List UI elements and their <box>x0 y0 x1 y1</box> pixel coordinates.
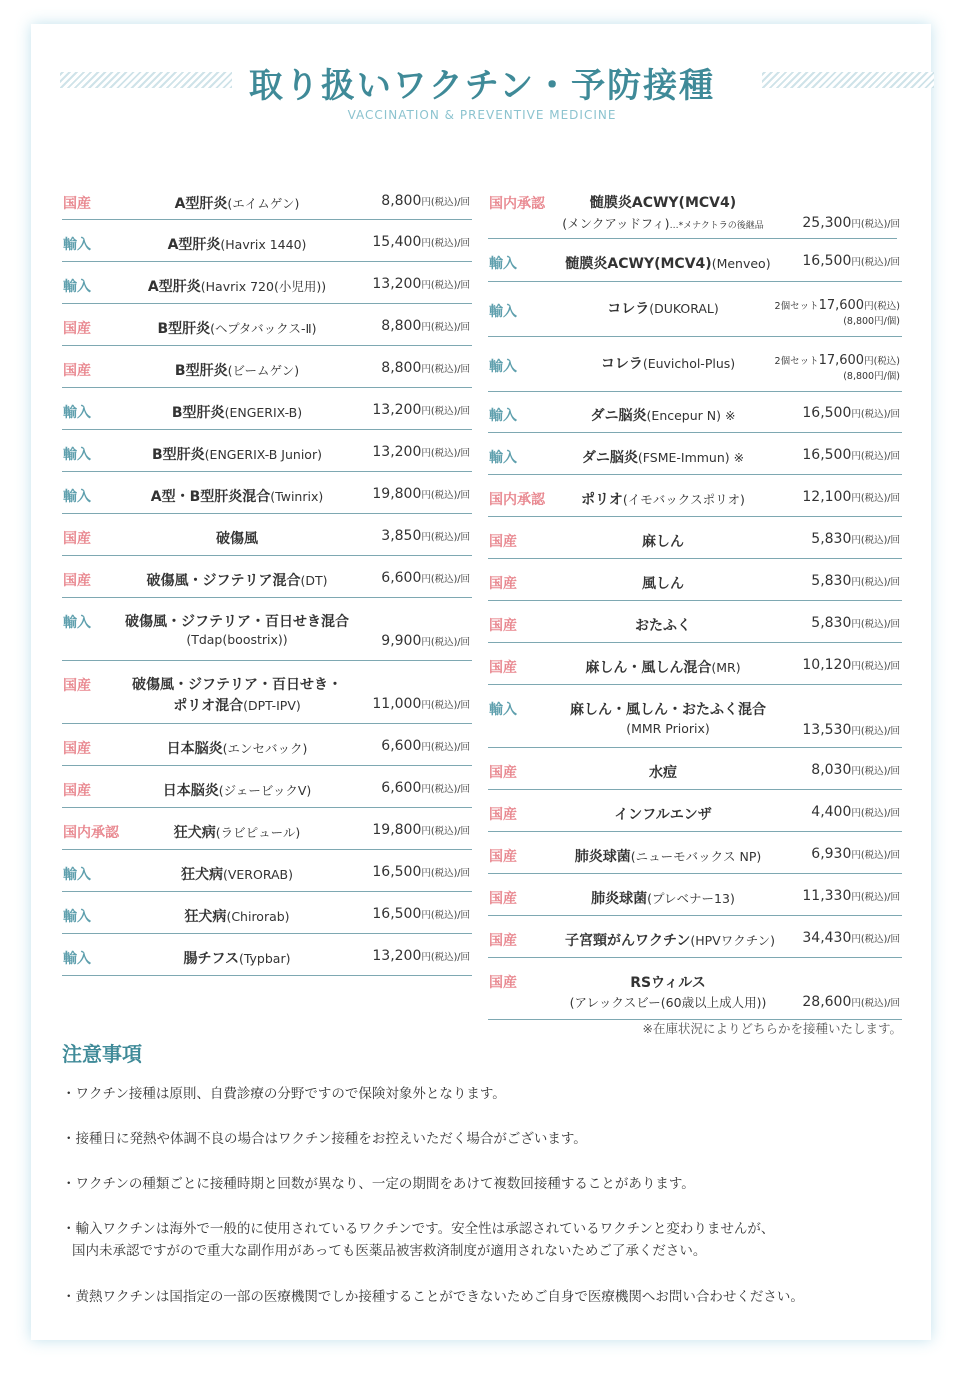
table-row <box>488 392 902 433</box>
vaccine-note: (MMR Priorix) <box>626 721 710 736</box>
price-unit: 円(税込)/回 <box>851 219 900 230</box>
price: 16,500 <box>802 405 852 421</box>
category-label: 国産 <box>489 975 517 991</box>
category-label: 国産 <box>489 807 517 823</box>
price-unit: 円(税込)/回 <box>421 532 470 543</box>
price: 10,120 <box>802 657 852 673</box>
price-unit: 円(税込)/回 <box>851 577 900 588</box>
price: 16,500 <box>372 906 422 922</box>
category-label: 国産 <box>63 783 91 799</box>
price-per-dose: (8,800円/個) <box>843 371 900 382</box>
category-label: 輸入 <box>63 909 91 925</box>
price-unit: 円(税込)/回 <box>421 406 470 417</box>
price-unit: 円(税込)/回 <box>421 910 470 921</box>
vaccine-note: (HPVワクチン) <box>690 933 775 948</box>
category-label: 国産 <box>489 618 517 634</box>
vaccine-name: B型肝炎 <box>174 363 228 379</box>
category-label: 国産 <box>489 534 517 550</box>
table-row <box>62 472 472 514</box>
vaccine-note: (ビームゲン) <box>227 363 300 378</box>
vaccine-note: (Euvichol-Plus) <box>642 356 736 371</box>
price: 8,800 <box>381 318 422 334</box>
vaccine-name: コレラ <box>607 301 650 317</box>
note-item: ・輸入ワクチンは海外で一般的に使用されているワクチンです。安全性は承認されているワクチンと変わりませんが、 <box>62 1221 775 1237</box>
vaccine-note: (エイムゲン) <box>227 196 300 211</box>
vaccine-note: (ラビピュール) <box>215 825 301 840</box>
table-row <box>62 598 472 661</box>
price-unit: 円(税込) <box>864 301 900 312</box>
vaccine-name: 日本脳炎 <box>162 783 219 799</box>
category-label: 国産 <box>489 765 517 781</box>
price-unit: 円(税込)/回 <box>421 637 470 648</box>
vaccine-note: (FSME-Immun) ※ <box>637 450 745 465</box>
vaccine-name: A型・B型肝炎混合 <box>150 489 271 505</box>
table-row <box>488 559 902 601</box>
price: 19,800 <box>372 822 422 838</box>
vaccine-note: (エンセバック) <box>222 741 308 756</box>
stock-footnote: ※在庫状況によりどちらかを接種いたします。 <box>642 1021 902 1036</box>
price: 13,530 <box>802 722 852 738</box>
price: 11,000 <box>372 696 422 712</box>
table-row <box>62 850 472 892</box>
price: 12,100 <box>802 489 852 505</box>
table-row <box>488 643 902 685</box>
price: 15,400 <box>372 234 422 250</box>
table-row <box>488 282 902 337</box>
category-label: 国内承認 <box>489 492 545 508</box>
vaccine-note: (ヘプタバックス-Ⅱ) <box>210 321 317 336</box>
price-unit: 円(税込)/回 <box>421 700 470 711</box>
vaccine-note: (アレックスビー(60歳以上成人用)) <box>569 995 767 1010</box>
price-unit: 円(税込)/回 <box>421 784 470 795</box>
price: 16,500 <box>802 253 852 269</box>
table-row <box>62 724 472 766</box>
price: 4,400 <box>811 804 852 820</box>
price: 17,600 <box>818 353 865 368</box>
price-unit: 円(税込)/回 <box>421 490 470 501</box>
note-item: ・ワクチン接種は原則、自費診療の分野ですので保険対象外となります。 <box>62 1086 506 1102</box>
price-unit: 円(税込)/回 <box>851 619 900 630</box>
category-label: 輸入 <box>63 405 91 421</box>
price-unit: 円(税込)/回 <box>851 661 900 672</box>
vaccine-note: (Tdap(boostrix)) <box>186 632 288 647</box>
vaccine-name: 肺炎球菌 <box>574 849 631 865</box>
table-row <box>488 958 902 1020</box>
category-label: 国内承認 <box>489 196 545 212</box>
vaccine-name: B型肝炎 <box>171 405 225 421</box>
vaccine-note: (DPT-IPV) <box>243 698 301 713</box>
vaccine-name: 麻しん <box>642 534 684 550</box>
vaccine-list-left <box>62 180 472 976</box>
vaccine-note: (ENGERIX-B Junior) <box>204 447 322 462</box>
table-row <box>488 685 902 748</box>
price-unit: 円(税込)/回 <box>421 868 470 879</box>
vaccine-name: ダニ脳炎 <box>581 450 638 466</box>
category-label: 国産 <box>63 741 91 757</box>
vaccine-note: (メンクアッドフィ) <box>562 216 670 231</box>
vaccine-name: 髄膜炎ACWY(MCV4) <box>565 256 712 272</box>
table-row <box>488 433 902 475</box>
table-row <box>488 790 902 832</box>
price: 9,900 <box>381 633 422 649</box>
category-label: 国内承認 <box>63 825 119 841</box>
table-row <box>488 475 902 517</box>
category-label: 輸入 <box>489 304 517 320</box>
category-label: 輸入 <box>489 702 517 718</box>
notes-title: 注意事項 <box>62 1042 142 1066</box>
table-row <box>62 388 472 430</box>
vaccine-name: B型肝炎 <box>152 447 205 463</box>
vaccine-name: 子宮頸がんワクチン <box>565 933 691 949</box>
category-label: 国産 <box>63 363 91 379</box>
vaccine-note: (ジェービックV) <box>218 783 312 798</box>
vaccine-name: RSウィルス <box>630 975 706 991</box>
vaccine-name: A型肝炎 <box>167 237 221 253</box>
price: 16,500 <box>802 447 852 463</box>
price-unit: 円(税込)/回 <box>421 322 470 333</box>
table-row <box>488 832 902 874</box>
price-unit: 円(税込)/回 <box>851 892 900 903</box>
vaccine-name: 髄膜炎ACWY(MCV4) <box>589 195 737 211</box>
vaccine-name: 狂犬病 <box>173 825 216 841</box>
vaccine-name: B型肝炎 <box>157 321 211 337</box>
category-label: 輸入 <box>489 450 517 466</box>
price: 6,600 <box>381 780 422 796</box>
vaccine-name: 狂犬病 <box>184 909 227 925</box>
table-row <box>62 934 472 976</box>
price: 25,300 <box>802 215 852 231</box>
price-unit: 円(税込)/回 <box>421 826 470 837</box>
table-row <box>488 916 902 958</box>
table-row <box>62 766 472 808</box>
category-label: 国産 <box>489 660 517 676</box>
price: 13,200 <box>372 276 422 292</box>
price: 11,330 <box>802 888 852 904</box>
price: 13,200 <box>372 444 422 460</box>
price-unit: 円(税込)/回 <box>421 197 470 208</box>
table-row <box>488 874 902 916</box>
vaccine-name: A型肝炎 <box>147 279 201 295</box>
price-unit: 円(税込)/回 <box>421 280 470 291</box>
price: 6,930 <box>811 846 852 862</box>
vaccine-name: 破傷風・ジフテリア混合 <box>146 573 301 589</box>
note-item: ・ワクチンの種類ごとに接種時期と回数が異なり、一定の期間をあけて複数回接種することがあります。 <box>62 1176 695 1192</box>
table-row <box>488 239 902 282</box>
table-row <box>488 748 902 790</box>
table-row <box>62 180 472 220</box>
vaccine-name: 日本脳炎 <box>166 741 223 757</box>
table-row <box>62 346 472 388</box>
vaccine-name: ポリオ <box>581 492 623 508</box>
price-unit: 円(税込)/回 <box>851 257 900 268</box>
price: 3,850 <box>381 528 422 544</box>
price: 16,500 <box>372 864 422 880</box>
price: 19,800 <box>372 486 422 502</box>
table-row <box>62 556 472 598</box>
vaccine-name: 麻しん・風しん・おたふく混合 <box>570 702 766 718</box>
price-unit: 円(税込)/回 <box>851 535 900 546</box>
vaccine-name: A型肝炎 <box>174 196 228 212</box>
table-row <box>62 430 472 472</box>
vaccine-name: 麻しん・風しん混合 <box>585 660 712 676</box>
vaccine-name-line2: ポリオ混合 <box>173 698 244 714</box>
price: 8,800 <box>381 193 422 209</box>
price: 34,430 <box>802 930 852 946</box>
price-unit: 円(税込)/回 <box>851 493 900 504</box>
category-label: 国産 <box>489 933 517 949</box>
table-row <box>62 262 472 304</box>
price: 8,800 <box>381 360 422 376</box>
category-label: 国産 <box>63 678 91 694</box>
vaccine-note: (イモバックスポリオ) <box>622 492 745 507</box>
vaccine-note: (プレベナー13) <box>647 891 735 906</box>
category-label: 国産 <box>489 849 517 865</box>
price-prefix: 2個セット <box>774 356 819 367</box>
price-unit: 円(税込)/回 <box>851 726 900 737</box>
vaccine-name: 破傷風・ジフテリア・百日せき混合 <box>125 614 349 630</box>
price-unit: 円(税込)/回 <box>851 998 900 1009</box>
category-label: 国産 <box>63 321 91 337</box>
category-label: 輸入 <box>489 359 517 375</box>
vaccine-name: 腸チフス <box>183 951 239 967</box>
category-label: 国産 <box>489 891 517 907</box>
table-row <box>62 808 472 850</box>
price: 17,600 <box>818 298 865 313</box>
vaccine-name: インフルエンザ <box>614 807 712 823</box>
vaccine-name: おたふく <box>635 618 691 634</box>
price: 5,830 <box>811 615 852 631</box>
price-unit: 円(税込)/回 <box>421 574 470 585</box>
price: 28,600 <box>802 994 852 1010</box>
vaccine-note: (MR) <box>711 660 741 675</box>
price: 8,030 <box>811 762 852 778</box>
price: 5,830 <box>811 573 852 589</box>
note-item: ・接種日に発熱や体調不良の場合はワクチン接種をお控えいただく場合がございます。 <box>62 1131 587 1147</box>
vaccine-note: (ニューモバックス NP) <box>630 849 762 864</box>
category-label: 輸入 <box>63 279 91 295</box>
vaccine-note: (Typbar) <box>238 951 291 966</box>
note-item: ・黄熱ワクチンは国指定の一部の医療機関でしか接種することができないためご自身で医療機関へお問い合わせください。 <box>62 1289 804 1305</box>
table-row <box>62 220 472 262</box>
vaccine-name: 狂犬病 <box>180 867 223 883</box>
category-label: 輸入 <box>63 615 91 631</box>
category-label: 輸入 <box>489 256 517 272</box>
price-unit: 円(税込)/回 <box>851 934 900 945</box>
price: 13,200 <box>372 948 422 964</box>
category-label: 国産 <box>63 573 91 589</box>
vaccine-remark: …*メナクトラの後継品 <box>669 221 764 231</box>
table-row <box>488 180 902 239</box>
vaccine-note: (Twinrix) <box>270 489 324 504</box>
vaccine-name: 破傷風 <box>216 531 258 547</box>
note-item-continued: 国内未承認ですがので重大な副作用があっても医薬品被害救済制度が適用されないためご了承ください。 <box>72 1243 707 1259</box>
vaccine-note: (DUKORAL) <box>649 301 719 316</box>
price-unit: 円(税込)/回 <box>851 451 900 462</box>
category-label: 国産 <box>63 531 91 547</box>
category-label: 国産 <box>489 576 517 592</box>
price-unit: 円(税込)/回 <box>421 448 470 459</box>
vaccine-name: 風しん <box>642 576 684 592</box>
vaccine-note: (Havrix 1440) <box>220 237 307 252</box>
vaccine-note: (Menveo) <box>711 256 771 271</box>
category-label: 輸入 <box>489 408 517 424</box>
price: 6,600 <box>381 738 422 754</box>
price-unit: 円(税込)/回 <box>851 850 900 861</box>
vaccine-note: (DT) <box>300 573 328 588</box>
price-unit: 円(税込)/回 <box>421 238 470 249</box>
table-row <box>488 337 902 392</box>
table-row <box>488 517 902 559</box>
price: 6,600 <box>381 570 422 586</box>
category-label: 輸入 <box>63 951 91 967</box>
table-row <box>62 892 472 934</box>
vaccine-note: (Chirorab) <box>226 909 290 924</box>
category-label: 輸入 <box>63 867 91 883</box>
vaccine-name: 水痘 <box>649 765 677 781</box>
table-row <box>62 304 472 346</box>
vaccine-list-right <box>488 180 902 1020</box>
price-unit: 円(税込)/回 <box>851 766 900 777</box>
category-label: 輸入 <box>63 447 91 463</box>
category-label: 輸入 <box>63 489 91 505</box>
vaccine-name: ダニ脳炎 <box>590 408 647 424</box>
price-unit: 円(税込)/回 <box>851 409 900 420</box>
price-unit: 円(税込)/回 <box>421 742 470 753</box>
vaccine-note: (ENGERIX-B) <box>224 405 303 420</box>
vaccine-name: コレラ <box>600 356 643 372</box>
price-unit: 円(税込)/回 <box>421 952 470 963</box>
price-unit: 円(税込)/回 <box>851 808 900 819</box>
page-title: 取り扱いワクチン・予防接種 <box>248 66 716 106</box>
vaccine-name: 破傷風・ジフテリア・百日せき・ <box>132 677 342 693</box>
table-row <box>62 514 472 556</box>
vaccine-note: (VERORAB) <box>222 867 294 882</box>
table-row <box>62 661 472 724</box>
price-unit: 円(税込)/回 <box>421 364 470 375</box>
price-unit: 円(税込) <box>864 356 900 367</box>
price: 13,200 <box>372 402 422 418</box>
category-label: 国産 <box>63 196 91 212</box>
price-per-dose: (8,800円/個) <box>843 316 900 327</box>
vaccine-name: 肺炎球菌 <box>591 891 648 907</box>
page-subtitle: VACCINATION & PREVENTIVE MEDICINE <box>347 108 617 122</box>
price: 5,830 <box>811 531 852 547</box>
table-row <box>488 601 902 643</box>
vaccine-note: (Havrix 720(小児用)) <box>200 279 327 294</box>
category-label: 輸入 <box>63 237 91 253</box>
vaccine-note: (Encepur N) ※ <box>646 408 736 423</box>
price-prefix: 2個セット <box>774 301 819 312</box>
